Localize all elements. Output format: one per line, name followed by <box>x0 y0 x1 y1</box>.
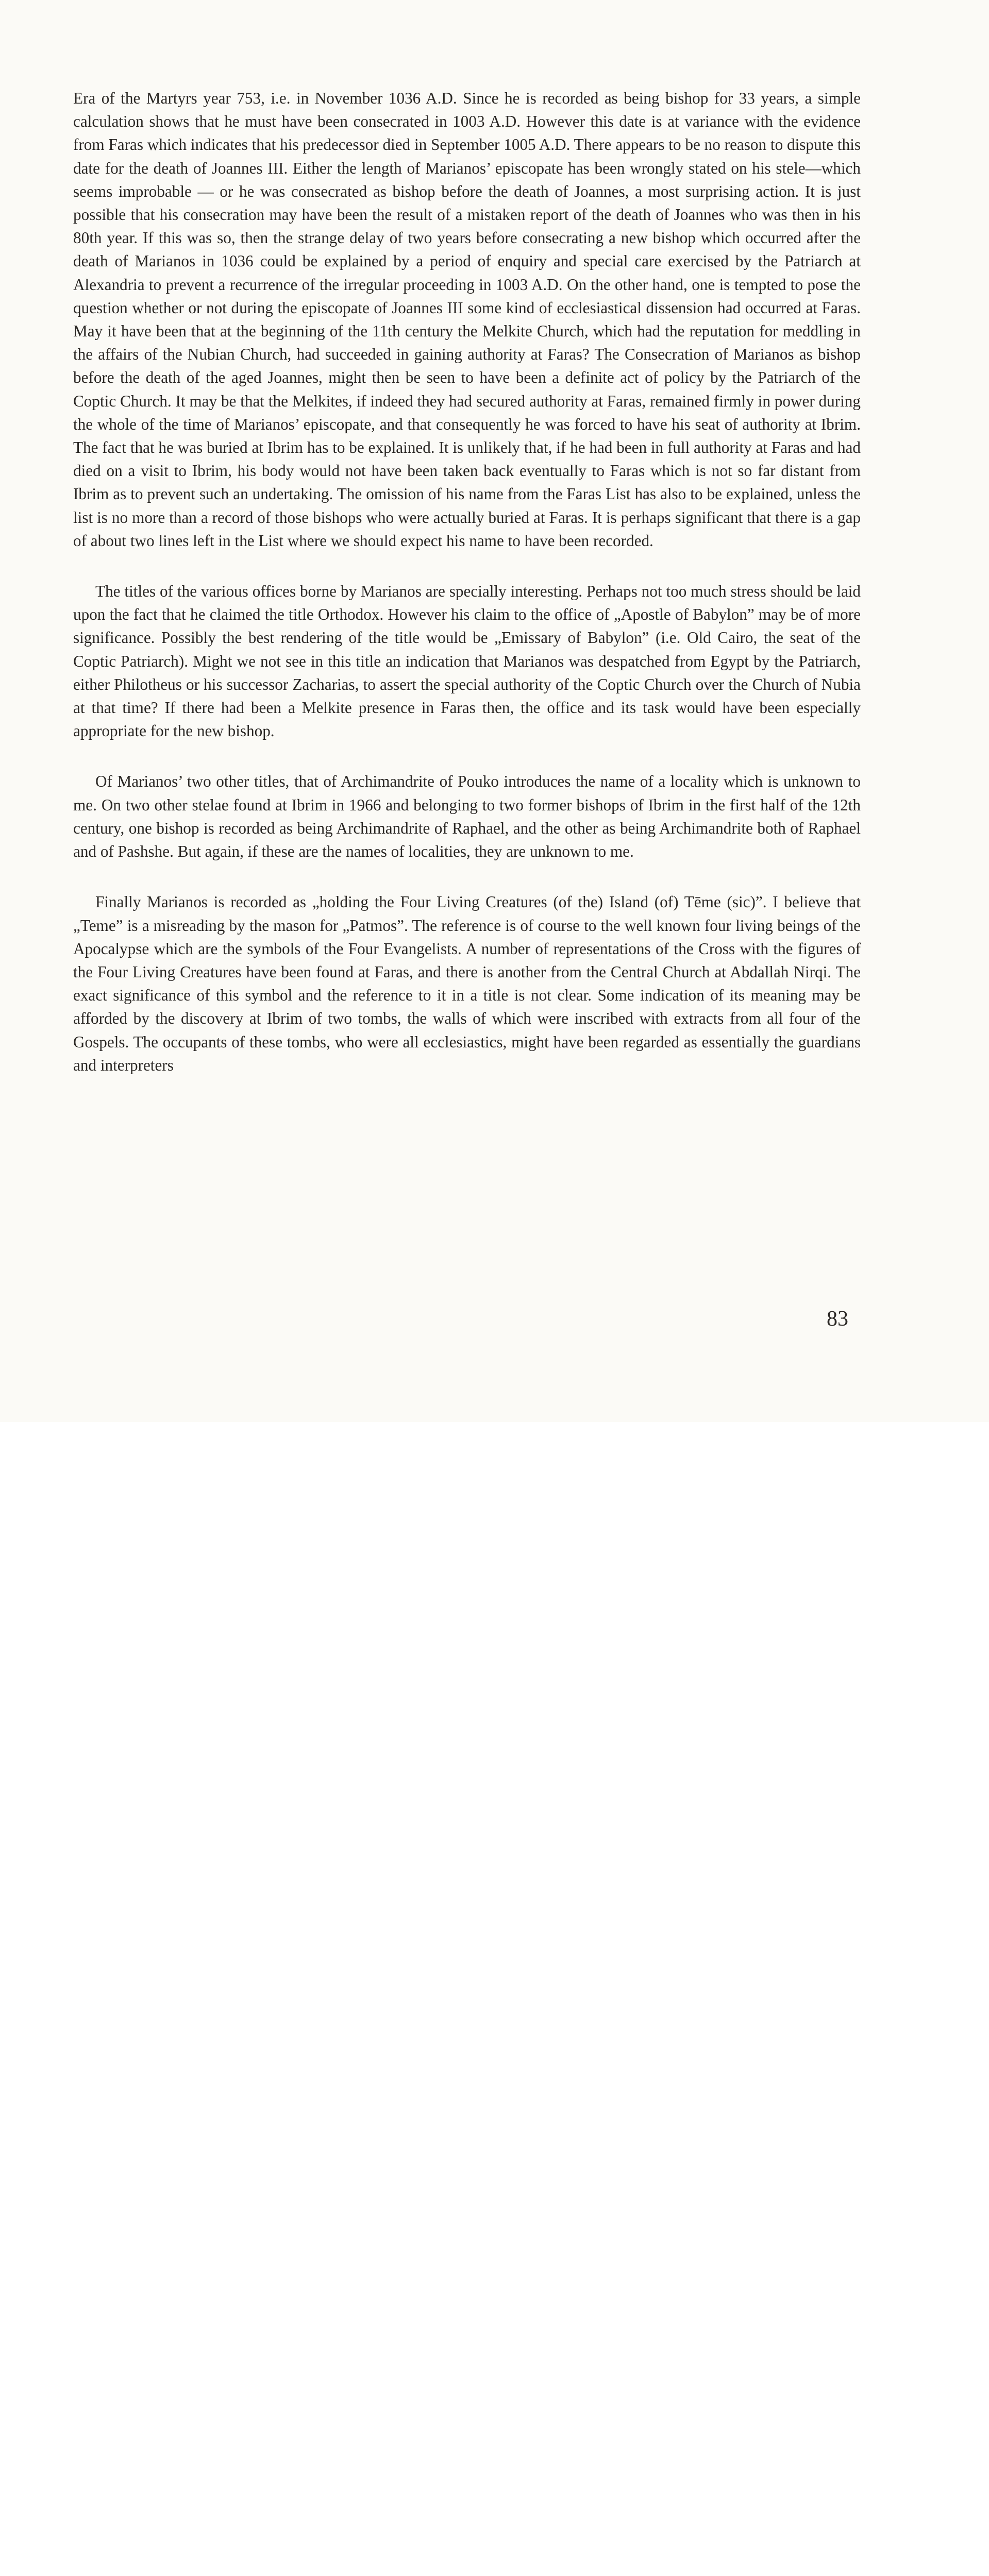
body-text <box>73 87 861 1104</box>
paragraph: Of Marianos’ two other titles, that of Archimandrite of Pouko introduces the name of a locality which is unknown to me. On two other stelae found at Ibrim in 1966 and belonging to two former bishops of Ibrim in the first half of the 12th century, one bishop is recorded as being Archimandrite of Raphael, and the other as being Archimandrite both of Raphael and of Pashshe. But again, if these are the names of localities, they are unknown to me. <box>73 772 861 861</box>
paragraph: Finally Marianos is recorded as „holding the Four Living Creatures (of the) Island (of) Tēme (sic)”. I believe that „Teme” is a misreading by the mason for „Patmos”. The reference is of course to the well known four living beings of the Apocalypse which are the symbols of the Four Evangelists. A number of representations of the Cross with the figures of the Four Living Creatures have been found at Faras, and there is another from the Central Church at Abdallah Nirqi. The exact significance of this symbol and the reference to it in a title is not clear. Some indication of its meaning may be afforded by the discovery at Ibrim of two tombs, the walls of which were inscribed with extracts from all four of the Gospels. The occupants of these tombs, who were all ecclesiastics, might have been regarded as essentially the guardians and interpreters <box>73 893 861 1074</box>
paragraph: Era of the Martyrs year 753, i.e. in November 1036 A.D. Since he is recorded as being bishop for 33 years, a simple calculation shows that he must have been consecrated in 1003 A.D. However this date is at variance with the evidence from Faras which indicates that his predecessor died in September 1005 A.D. There appears to be no reason to dispute this date for the death of Joannes III. Either the length of Marianos’ episcopate has been wrongly stated on his stele—which seems improbable — or he was consecrated as bishop before the death of Joannes, a most surprising action. It is just possible that his consecration may have been the result of a mistaken report of the death of Joannes who was then in his 80th year. If this was so, then the strange delay of two years before consecrating a new bishop which occurred after the death of Marianos in 1036 could be explained by a period of enquiry and special care exercised by the Patriarch at Alexandria to prevent a recurrence of the irregular proceeding in 1003 A.D. On the other hand, one is tempted to pose the question whether or not during the episcopate of Joannes III some kind of ecclesiastical dissension had occurred at Faras. May it have been that at the beginning of the 11th century the Melkite Church, which had the reputation for meddling in the affairs of the Nubian Church, had succeeded in gaining authority at Faras? The Consecration of Marianos as bishop before the death of the aged Joannes, might then be seen to have been a definite act of policy by the Patriarch of the Coptic Church. It may be that the Melkites, if indeed they had secured authority at Faras, remained firmly in power during the whole of the time of Marianos’ episcopate, and that consequently he was forced to have his seat of authority at Ibrim. The fact that he was buried at Ibrim has to be explained. It is unlikely that, if he had been in full authority at Faras and had died on a visit to Ibrim, his body would not have been taken back eventually to Faras which is not so far distant from Ibrim as to prevent such an undertaking. The omission of his name from the Faras List has also to be explained, unless the list is no more than a record of those bishops who were actually buried at Faras. It is perhaps significant that there is a gap of about two lines left in the List where we should expect his name to have been recorded. <box>73 89 861 550</box>
page-number: 83 <box>827 1307 848 1331</box>
viewer-footer <box>0 1422 989 1495</box>
paragraph: The titles of the various offices borne by Marianos are specially interesting. Perhaps not too much stress should be laid upon the fact that he claimed the title Orthodox. However his claim to the office of „Apostle of Babylon” may be of more significance. Possibly the best rendering of the title would be „Emissary of Babylon” (i.e. Old Cairo, the seat of the Coptic Patriarch). Might we not see in this title an indication that Marianos was despatched from Egypt by the Patriarch, either Philotheus or his successor Zacharias, to assert the special authority of the Coptic Church over the Church of Nubia at that time? If there had been a Melkite presence in Faras then, the office and its task would have been especially appropriate for the new bishop. <box>73 582 861 740</box>
